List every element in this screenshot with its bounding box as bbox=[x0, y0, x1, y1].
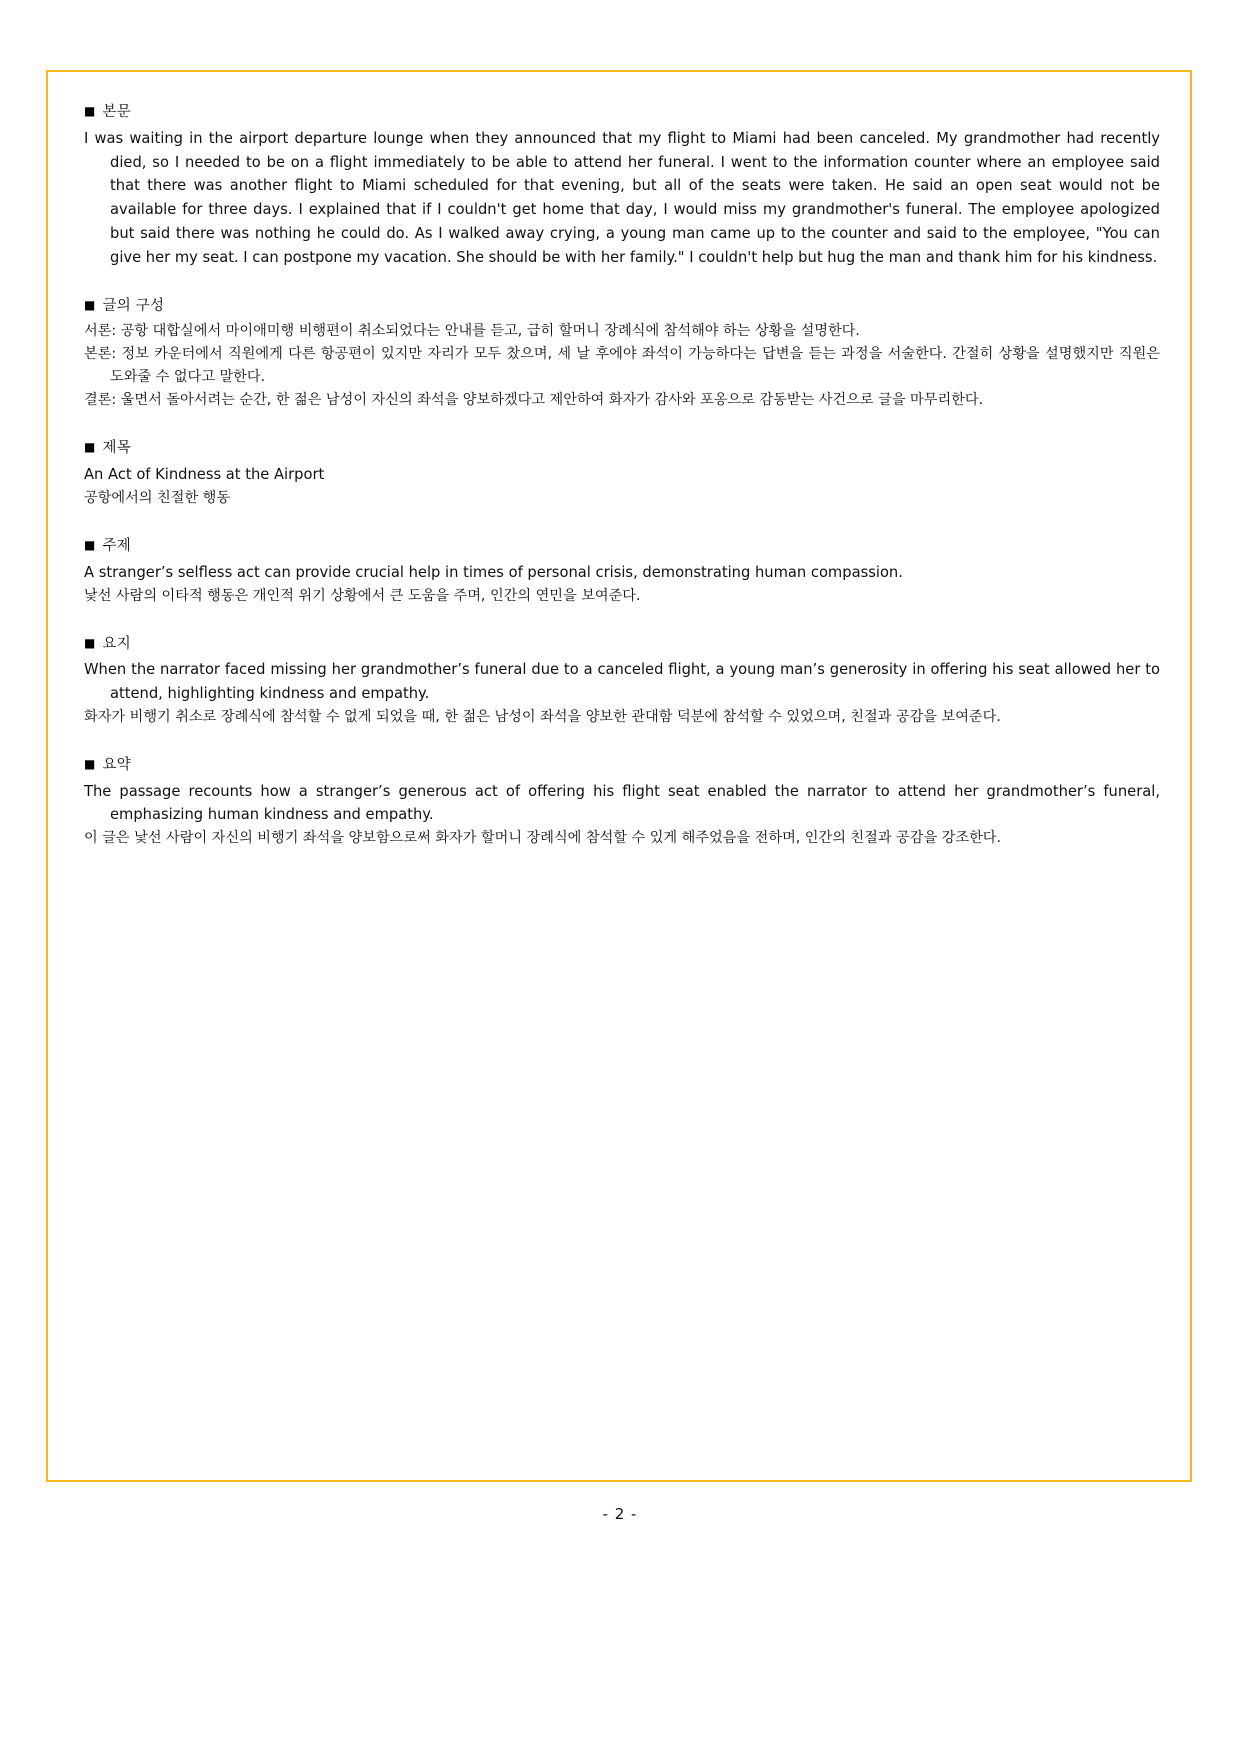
section-heading-passage-label: 본문 bbox=[102, 104, 131, 120]
section-heading-passage bbox=[84, 102, 1160, 124]
section-heading-gist-label: 요지 bbox=[102, 635, 131, 652]
section-heading-summary bbox=[84, 755, 1160, 777]
spacer bbox=[84, 735, 1160, 755]
section-heading-theme bbox=[84, 536, 1160, 558]
square-bullet-icon: ■ bbox=[84, 537, 96, 552]
passage-english-text: I was waiting in the airport departure lounge when they announced that my flight to Miami had been canceled. My grandmother had recently died, so I needed to be on a flight immediately to be able to attend her funeral. I went to the information counter where an employee said that there was another flight to Miami scheduled for that evening, but all of the seats were taken. He said an open seat would not be available for three days. I explained that if I couldn't get home that day, I would miss my grandmother's funeral. The employee apologized but said there was nothing he could do. As I walked away crying, a young man came up to the counter and said to the employee, "You can give her my seat. I can postpone my vacation. She should be with her family." I couldn't help but hug the man and thank him for his kindness. bbox=[84, 129, 1160, 266]
content-frame bbox=[46, 70, 1192, 1482]
spacer bbox=[84, 516, 1160, 536]
section-heading-structure bbox=[84, 296, 1160, 318]
section-heading-summary-label: 요약 bbox=[102, 756, 131, 773]
theme-korean-text: 낯선 사람의 이타적 행동은 개인적 위기 상황에서 큰 도움을 주며, 인간의 연민을 보여준다. bbox=[84, 587, 641, 604]
structure-item-conclusion: 결론: 울면서 돌아서려는 순간, 한 젊은 남성이 자신의 좌석을 양보하겠다고 제안하여 화자가 감사와 포옹으로 감동받는 사건으로 글을 마무리한다. bbox=[84, 392, 984, 409]
structure-item-body: 본론: 정보 카운터에서 직원에게 다른 항공편이 있지만 자리가 모두 찼으며, 세 날 후에야 좌석이 가능하다는 답변을 듣는 과정을 서술한다. 간절히 상황을 설명했지만 직원은 도와줄 수 없다고 말한다. bbox=[84, 346, 1160, 386]
section-heading-gist bbox=[84, 634, 1160, 656]
gist-korean-text: 화자가 비행기 취소로 장례식에 참석할 수 없게 되었을 때, 한 젊은 남성이 좌석을 양보한 관대함 덕분에 참석할 수 있었으며, 친절과 공감을 보여준다. bbox=[84, 708, 1001, 725]
spacer bbox=[84, 614, 1160, 634]
section-heading-title-label: 제목 bbox=[102, 440, 131, 457]
section-passage bbox=[84, 102, 1160, 270]
section-theme bbox=[84, 536, 1160, 608]
section-title bbox=[84, 438, 1160, 510]
spacer bbox=[84, 418, 1160, 438]
title-korean-text: 공항에서의 친절한 행동 bbox=[84, 489, 231, 506]
summary-english-text: The passage recounts how a stranger’s generous act of offering his flight seat enabled the narrator to attend her grandmother’s funeral, emphasizing human kindness and empathy. bbox=[84, 782, 1160, 824]
square-bullet-icon: ■ bbox=[84, 297, 96, 312]
square-bullet-icon: ■ bbox=[84, 104, 96, 118]
page-number: - 2 - bbox=[602, 1505, 638, 1523]
gist-english-text: When the narrator faced missing her grandmother’s funeral due to a canceled flight, a young man’s generosity in offering his seat allowed her to attend, highlighting kindness and empathy. bbox=[84, 661, 1160, 703]
title-english-text: An Act of Kindness at the Airport bbox=[84, 466, 325, 484]
section-heading-title bbox=[84, 438, 1160, 460]
section-heading-structure-label: 글의 구성 bbox=[102, 297, 165, 314]
section-summary bbox=[84, 755, 1160, 850]
structure-item-intro: 서론: 공항 대합실에서 마이애미행 비행편이 취소되었다는 안내를 듣고, 급히 할머니 장례식에 참석해야 하는 상황을 설명한다. bbox=[84, 323, 860, 340]
section-structure bbox=[84, 296, 1160, 413]
square-bullet-icon: ■ bbox=[84, 635, 96, 650]
square-bullet-icon: ■ bbox=[84, 756, 96, 771]
content-area bbox=[84, 102, 1160, 856]
section-gist bbox=[84, 634, 1160, 729]
theme-english-text: A stranger’s selfless act can provide crucial help in times of personal crisis, demonstrating human compassion. bbox=[84, 563, 903, 581]
square-bullet-icon: ■ bbox=[84, 440, 96, 455]
spacer bbox=[84, 276, 1160, 296]
section-heading-theme-label: 주제 bbox=[102, 537, 131, 554]
summary-korean-text: 이 글은 낯선 사람이 자신의 비행기 좌석을 양보함으로써 화자가 할머니 장례식에 참석할 수 있게 해주었음을 전하며, 인간의 친절과 공감을 강조한다. bbox=[84, 830, 1002, 847]
